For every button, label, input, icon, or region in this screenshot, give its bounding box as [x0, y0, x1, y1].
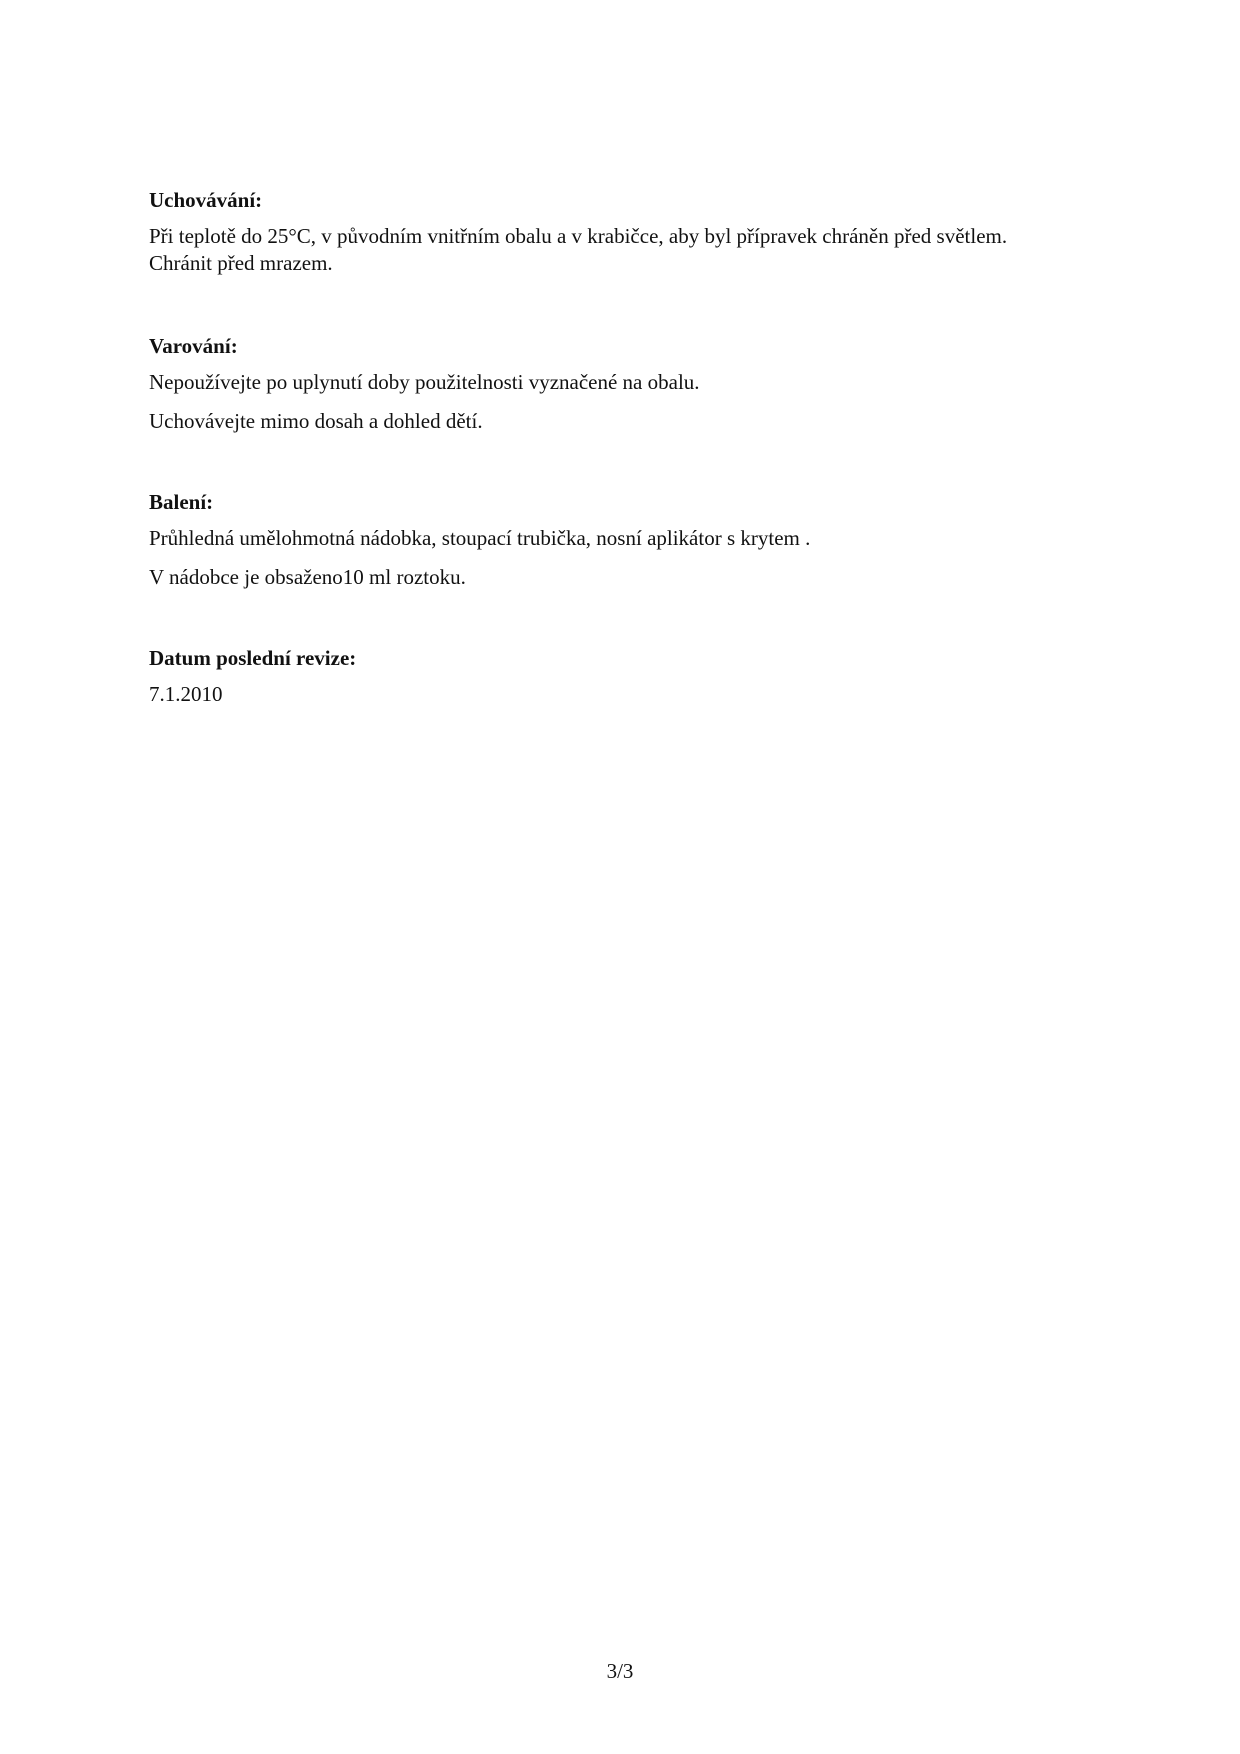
- page-number: 3/3: [606, 1659, 634, 1683]
- storage-line-1: Při teplotě do 25°C, v původním vnitřním obalu a v krabičce, aby byl přípravek chráněn před světlem.: [149, 224, 1008, 248]
- packaging-section: [149, 488, 1109, 603]
- packaging-paragraph-2: V nádobce je obsaženo10 ml roztoku.: [149, 565, 466, 589]
- storage-line-2: Chránit před mrazem.: [149, 251, 333, 275]
- packaging-heading: Balení:: [149, 490, 214, 514]
- warning-section: [149, 332, 1109, 447]
- storage-text: [149, 223, 1109, 277]
- warning-paragraph-2: Uchovávejte mimo dosah a dohled dětí.: [149, 409, 483, 433]
- revision-heading: Datum poslední revize:: [149, 646, 357, 670]
- revision-date: 7.1.2010: [149, 682, 223, 706]
- storage-section: [149, 186, 1109, 289]
- warning-heading: Varování:: [149, 334, 238, 358]
- storage-heading: Uchovávání:: [149, 188, 263, 212]
- warning-paragraph-1: Nepoužívejte po uplynutí doby použitelnosti vyznačené na obalu.: [149, 370, 700, 394]
- revision-section: [149, 644, 1109, 720]
- packaging-paragraph-1: Průhledná umělohmotná nádobka, stoupací trubička, nosní aplikátor s krytem .: [149, 526, 811, 550]
